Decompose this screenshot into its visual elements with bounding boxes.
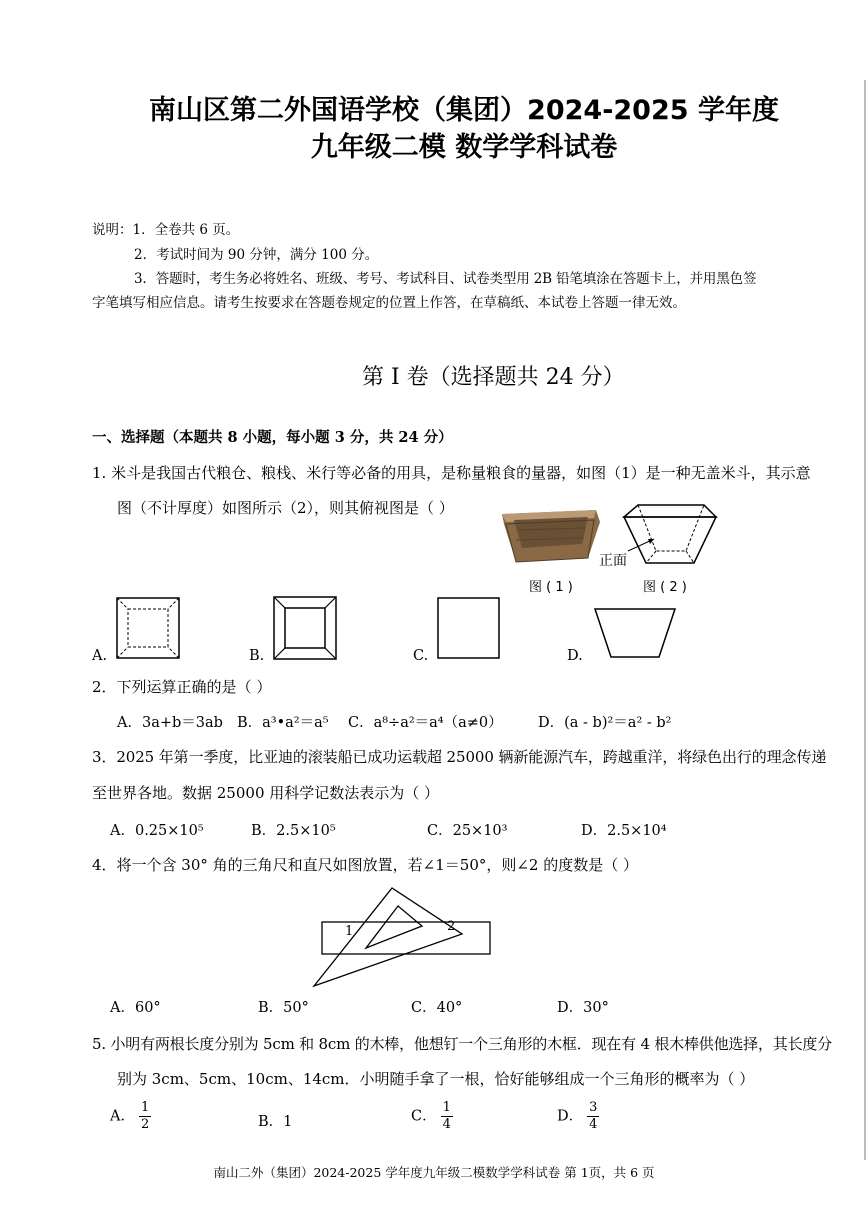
page-edge-bar (864, 80, 866, 1160)
notes-item2: 2．考试时间为 90 分钟，满分 100 分。 (134, 247, 379, 263)
q5-line2: 别为 3cm、5cm、10cm、14cm．小明随手拿了一根，恰好能够组成一个三角形的概率为（ ） (117, 1070, 755, 1088)
notes-item1: 说明：1．全卷共 6 页。 (92, 222, 240, 238)
q4-angle1-label: 1 (345, 924, 354, 939)
q1-option-b-figure (273, 596, 337, 660)
q3-line2: 至世界各地。数据 25000 用科学记数法表示为（ ） (92, 784, 440, 802)
q1-option-d-figure (593, 607, 677, 659)
page-title-line1: 南山区第二外国语学校（集团）2024-2025 学年度 (149, 95, 779, 126)
q3-option-b: B．2.5×10⁵ (251, 823, 336, 839)
q1-option-c-label: C. (413, 648, 429, 664)
q3-option-a: A．0.25×10⁵ (110, 823, 204, 839)
q4-option-b: B．50° (258, 1000, 309, 1016)
q5-option-b: B．1 (258, 1114, 293, 1130)
q5-option-c-fraction: $\frac{1}{4}$ (442, 1100, 451, 1132)
notes-item3-line1: 3．答题时，考生务必将姓名、班级、考号、考试科目、试卷类型用 2B 铅笔填涂在答题卡上，并用黑色签 (134, 271, 757, 287)
q5-option-d: D． $\frac{3}{4}$ (557, 1100, 598, 1132)
q1-option-c-figure (437, 597, 501, 659)
q4-option-a: A．60° (110, 1000, 161, 1016)
q1-option-b-label: B. (249, 648, 265, 664)
fig2-caption: 图 ( 2 ) (643, 580, 687, 595)
part-title: 一、选择题（本题共 8 小题，每小题 3 分，共 24 分） (92, 429, 453, 446)
q5-option-a-fraction: $\frac{1}{2}$ (140, 1100, 150, 1132)
q3-line1: 3．2025 年第一季度，比亚迪的滚装船已成功运载超 25000 辆新能源汽车，跨越重洋，将绿色出行的理念传递 (92, 748, 827, 766)
q2-stem: 2．下列运算正确的是（ ） (92, 678, 272, 696)
q2-option-a: A．3a+b＝3ab (117, 715, 223, 731)
q1-line2: 图（不计厚度）如图所示（2），则其俯视图是（ ） (117, 499, 454, 517)
q2-option-b: B．a³•a²＝a⁵ (237, 715, 329, 731)
front-label: 正面 (599, 553, 627, 569)
notes-label: 说明： (92, 222, 133, 238)
q5-option-c: C． $\frac{1}{4}$ (411, 1100, 451, 1132)
fig1-caption: 图 ( 1 ) (529, 580, 573, 595)
page-title-line2: 九年级二模 数学学科试卷 (310, 132, 618, 163)
q5-option-d-fraction: $\frac{3}{4}$ (589, 1100, 598, 1132)
q2-option-c: C．a⁸÷a²＝a⁴（a≠0） (348, 715, 503, 731)
q5-line1: 5. 小明有两根长度分别为 5cm 和 8cm 的木棒，他想钉一个三角形的木框．现在有 4 根木棒供他选择，其长度分 (92, 1035, 832, 1053)
q1-option-d-label: D. (567, 648, 583, 664)
q4-option-c: C．40° (411, 1000, 463, 1016)
q1-option-a-label: A. (92, 648, 108, 664)
q4-stem: 4．将一个含 30° 角的三角尺和直尺如图放置，若∠1＝50°，则∠2 的度数是（ ） (92, 856, 639, 874)
q5-option-a: A． $\frac{1}{2}$ (110, 1100, 150, 1132)
rice-bucket-diagram (620, 503, 724, 571)
q3-option-d: D．2.5×10⁴ (581, 823, 667, 839)
page-footer: 南山二外（集团）2024-2025 学年度九年级二模数学学科试卷 第 1页，共 6 页 (213, 1165, 655, 1180)
q2-option-d: D．(a - b)²＝a² - b² (538, 715, 672, 731)
q4-option-d: D．30° (557, 1000, 609, 1016)
section-title: 第 I 卷（选择题共 24 分） (362, 365, 625, 390)
q4-ruler-triangle-figure (312, 886, 496, 990)
rice-bucket-photo (496, 500, 606, 570)
notes-item3-line2: 字笔填写相应信息。请考生按要求在答题卷规定的位置上作答，在草稿纸、本试卷上答题一律无效。 (92, 295, 686, 311)
q3-option-c: C．25×10³ (427, 823, 508, 839)
q1-option-a-figure (116, 597, 180, 659)
q1-line1: 1. 米斗是我国古代粮仓、粮栈、米行等必备的用具，是称量粮食的量器，如图（1）是一种无盖米斗，其示意 (92, 464, 811, 482)
q4-angle2-label: 2 (447, 919, 456, 934)
